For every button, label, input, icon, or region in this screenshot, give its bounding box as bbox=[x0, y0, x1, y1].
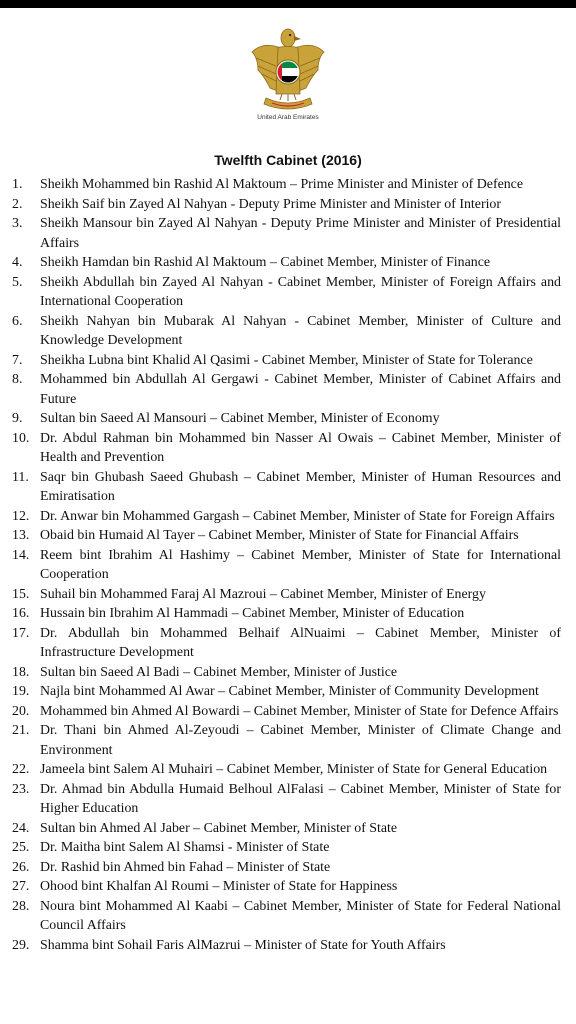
item-number: 2. bbox=[12, 196, 23, 212]
item-text: Sultan bin Ahmed Al Jaber – Cabinet Member, Minister of State bbox=[40, 820, 398, 836]
item-number: 21. bbox=[12, 723, 30, 738]
list-item bbox=[12, 819, 561, 839]
item-text: Dr. Anwar bin Mohammed Gargash – Cabinet Member, Minister of State for Foreign Affairs bbox=[40, 508, 555, 524]
list-item bbox=[12, 253, 561, 273]
item-text: Hussain bin Ibrahim Al Hammadi – Cabinet Member, Minister of Education bbox=[40, 606, 465, 621]
item-text: Noura bint Mohammed Al Kaabi – Cabinet Member, Minister of State for Federal National Council Affairs bbox=[40, 898, 561, 933]
item-number: 19. bbox=[12, 684, 30, 699]
item-number: 1. bbox=[12, 177, 23, 192]
item-text: Sultan bin Saeed Al Badi – Cabinet Member, Minister of Justice bbox=[40, 664, 398, 680]
item-number: 10. bbox=[12, 430, 30, 446]
item-number: 8. bbox=[12, 372, 23, 387]
item-text: Dr. Rashid bin Ahmed bin Fahad – Minister of State bbox=[40, 859, 331, 875]
item-text: Sheikha Lubna bint Khalid Al Qasimi - Cabinet Member, Minister of State for Tolerance bbox=[40, 352, 533, 368]
uae-emblem-icon bbox=[246, 22, 330, 128]
item-text: Sheikh Abdullah bin Zayed Al Nahyan - Cabinet Member, Minister of Foreign Affairs and International Cooperation bbox=[40, 274, 561, 309]
list-item bbox=[12, 312, 561, 351]
item-text: Ohood bint Khalfan Al Roumi – Minister of State for Happiness bbox=[40, 879, 398, 894]
item-text: Najla bint Mohammed Al Awar – Cabinet Member, Minister of Community Development bbox=[40, 684, 539, 699]
item-text: Dr. Abdullah bin Mohammed Belhaif AlNuaimi – Cabinet Member, Minister of Infrastructure Development bbox=[40, 625, 561, 660]
emblem-caption: United Arab Emirates bbox=[257, 114, 319, 121]
page-title: Twelfth Cabinet (2016) bbox=[214, 152, 362, 168]
item-number: 20. bbox=[12, 703, 30, 719]
item-text: Dr. Maitha bint Salem Al Shamsi - Minister of State bbox=[40, 840, 330, 855]
list-item bbox=[12, 526, 561, 546]
item-number: 24. bbox=[12, 820, 30, 836]
item-number: 5. bbox=[12, 274, 23, 290]
list-item bbox=[12, 175, 561, 195]
item-text: Dr. Ahmad bin Abdulla Humaid Belhoul AlFalasi – Cabinet Member, Minister of State for Higher Education bbox=[40, 781, 561, 816]
list-item bbox=[12, 663, 561, 683]
item-number: 26. bbox=[12, 859, 30, 875]
item-text: Sheikh Nahyan bin Mubarak Al Nahyan - Cabinet Member, Minister of Culture and Knowledge Development bbox=[40, 313, 561, 348]
list-item bbox=[12, 351, 561, 371]
item-number: 18. bbox=[12, 664, 30, 680]
list-item bbox=[12, 877, 561, 897]
list-item bbox=[12, 682, 561, 702]
item-number: 22. bbox=[12, 762, 30, 777]
cabinet-list bbox=[12, 175, 561, 955]
list-item bbox=[12, 624, 561, 663]
list-item bbox=[12, 585, 561, 605]
item-number: 15. bbox=[12, 586, 30, 602]
list-item bbox=[12, 468, 561, 507]
list-item bbox=[12, 760, 561, 780]
item-text: Sultan bin Saeed Al Mansouri – Cabinet Member, Minister of Economy bbox=[40, 411, 440, 426]
list-item bbox=[12, 858, 561, 878]
item-text: Obaid bin Humaid Al Tayer – Cabinet Member, Minister of State for Financial Affairs bbox=[40, 528, 519, 543]
list-item bbox=[12, 273, 561, 312]
list-item bbox=[12, 721, 561, 760]
item-text: Shamma bint Sohail Faris AlMazrui – Minister of State for Youth Affairs bbox=[40, 937, 446, 953]
list-item bbox=[12, 936, 561, 956]
list-item bbox=[12, 429, 561, 468]
list-item bbox=[12, 546, 561, 585]
list-item bbox=[12, 370, 561, 409]
item-text: Dr. Abdul Rahman bin Mohammed bin Nasser Al Owais – Cabinet Member, Minister of Health and Prevention bbox=[40, 430, 561, 465]
item-text: Jameela bint Salem Al Muhairi – Cabinet Member, Minister of State for General Education bbox=[40, 762, 548, 777]
item-number: 4. bbox=[12, 255, 23, 270]
item-number: 9. bbox=[12, 411, 23, 426]
item-number: 11. bbox=[12, 469, 29, 485]
list-item bbox=[12, 409, 561, 429]
item-text: Sheikh Saif bin Zayed Al Nahyan - Deputy Prime Minister and Minister of Interior bbox=[40, 196, 502, 212]
list-item bbox=[12, 604, 561, 624]
item-number: 3. bbox=[12, 216, 23, 231]
item-text: Suhail bin Mohammed Faraj Al Mazroui – Cabinet Member, Minister of Energy bbox=[40, 586, 486, 602]
list-item bbox=[12, 897, 561, 936]
item-number: 28. bbox=[12, 898, 30, 914]
item-text: Dr. Thani bin Ahmed Al-Zeyoudi – Cabinet Member, Minister of Climate Change and Environment bbox=[40, 723, 561, 758]
list-item bbox=[12, 214, 561, 253]
item-text: Saqr bin Ghubash Saeed Ghubash – Cabinet Member, Minister of Human Resources and Emiratisation bbox=[40, 469, 561, 504]
item-text: Reem bint Ibrahim Al Hashimy – Cabinet Member, Minister of State for International Cooperation bbox=[40, 547, 561, 582]
item-text: Sheikh Mansour bin Zayed Al Nahyan - Deputy Prime Minister and Minister of Presidential Affairs bbox=[40, 216, 561, 251]
top-black-bar bbox=[0, 0, 576, 8]
item-number: 17. bbox=[12, 625, 30, 641]
item-number: 6. bbox=[12, 313, 23, 329]
list-item bbox=[12, 780, 561, 819]
list-item bbox=[12, 195, 561, 215]
item-text: Mohammed bin Abdullah Al Gergawi - Cabinet Member, Minister of Cabinet Affairs and Future bbox=[40, 372, 561, 407]
item-number: 13. bbox=[12, 528, 30, 543]
item-number: 27. bbox=[12, 879, 30, 894]
item-text: Mohammed bin Ahmed Al Bowardi – Cabinet Member, Minister of State for Defence Affairs bbox=[40, 703, 559, 719]
list-item bbox=[12, 507, 561, 527]
item-number: 12. bbox=[12, 508, 30, 524]
item-number: 14. bbox=[12, 547, 30, 563]
item-text: Sheikh Hamdan bin Rashid Al Maktoum – Cabinet Member, Minister of Finance bbox=[40, 255, 491, 270]
item-number: 23. bbox=[12, 781, 30, 797]
list-item bbox=[12, 838, 561, 858]
item-text: Sheikh Mohammed bin Rashid Al Maktoum – Prime Minister and Minister of Defence bbox=[40, 177, 524, 192]
list-item bbox=[12, 702, 561, 722]
item-number: 29. bbox=[12, 937, 30, 953]
item-number: 16. bbox=[12, 606, 30, 621]
item-number: 7. bbox=[12, 352, 23, 368]
item-number: 25. bbox=[12, 840, 30, 855]
